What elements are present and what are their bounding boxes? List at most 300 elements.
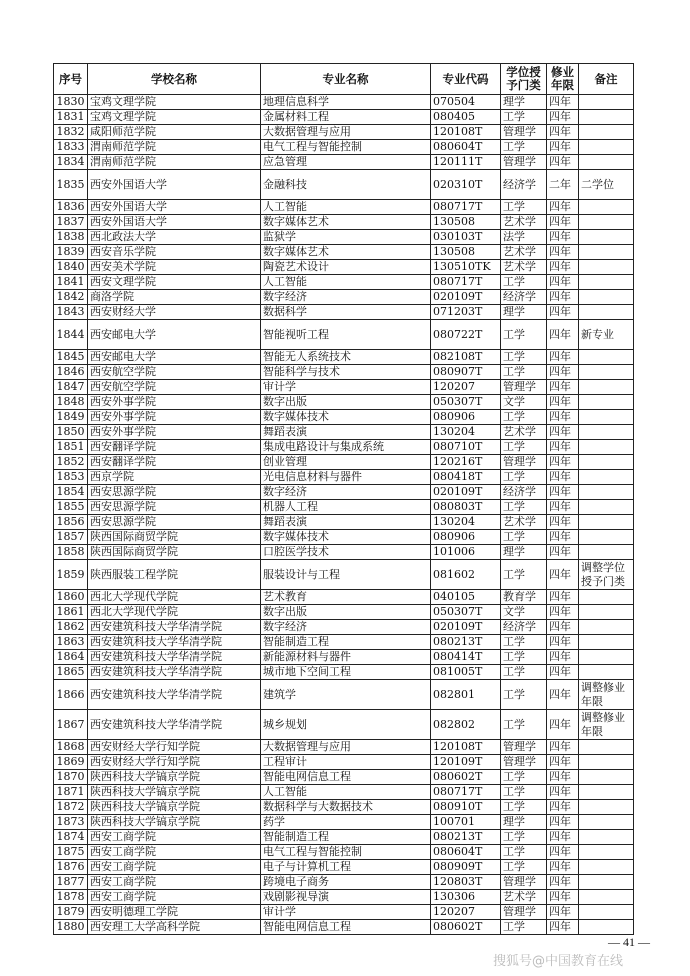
col-degree-category-cell: 理学 [501,95,547,110]
col-index-cell: 1836 [54,200,88,215]
table-row [54,515,634,530]
col-duration-cell: 四年 [547,680,579,710]
col-major-name-cell: 数字出版 [261,605,431,620]
col-index-cell: 1860 [54,590,88,605]
col-major-name-cell: 数据科学 [261,305,431,320]
col-degree-category-cell: 经济学 [501,485,547,500]
col-remarks-cell: 调整修业年限 [579,710,634,740]
col-index-cell: 1878 [54,890,88,905]
col-index-cell: 1849 [54,410,88,425]
col-index-cell: 1879 [54,905,88,920]
table-row [54,920,634,935]
col-duration-cell: 四年 [547,545,579,560]
table-row [54,290,634,305]
col-duration-cell: 四年 [547,590,579,605]
col-remarks-cell [579,785,634,800]
col-index-cell: 1863 [54,635,88,650]
col-degree-category-cell: 理学 [501,305,547,320]
col-remarks-cell [579,515,634,530]
col-degree-category-cell: 教育学 [501,590,547,605]
col-major-code-cell: 080803T [431,500,501,515]
col-school-name-cell: 陕西国际商贸学院 [88,530,261,545]
col-major-name-cell: 数字媒体技术 [261,530,431,545]
col-school-name-cell: 西京学院 [88,470,261,485]
col-major-name-cell: 工程审计 [261,755,431,770]
header-col-school-name: 学校名称 [88,64,261,95]
col-major-code-cell: 020109T [431,290,501,305]
col-degree-category-cell: 工学 [501,320,547,350]
table-row [54,140,634,155]
col-major-name-cell: 审计学 [261,380,431,395]
col-major-name-cell: 数字媒体艺术 [261,245,431,260]
col-school-name-cell: 西安工商学院 [88,860,261,875]
col-index-cell: 1833 [54,140,88,155]
col-major-code-cell: 070504 [431,95,501,110]
col-major-name-cell: 智能电网信息工程 [261,770,431,785]
col-duration-cell: 四年 [547,560,579,590]
table-row [54,275,634,290]
col-duration-cell: 四年 [547,920,579,935]
col-major-name-cell: 集成电路设计与集成系统 [261,440,431,455]
col-index-cell: 1842 [54,290,88,305]
col-duration-cell: 四年 [547,620,579,635]
col-school-name-cell: 西北大学现代学院 [88,590,261,605]
col-remarks-cell [579,275,634,290]
col-duration-cell: 四年 [547,785,579,800]
col-remarks-cell [579,590,634,605]
col-duration-cell: 四年 [547,710,579,740]
col-major-code-cell: 100701 [431,815,501,830]
col-degree-category-cell: 工学 [501,920,547,935]
table-row [54,635,634,650]
col-school-name-cell: 西安美术学院 [88,260,261,275]
col-degree-category-cell: 艺术学 [501,425,547,440]
col-major-code-cell: 080602T [431,770,501,785]
col-remarks-cell [579,290,634,305]
col-duration-cell: 四年 [547,155,579,170]
col-duration-cell: 四年 [547,800,579,815]
col-duration-cell: 四年 [547,200,579,215]
col-major-code-cell: 080604T [431,845,501,860]
col-remarks-cell [579,830,634,845]
col-index-cell: 1845 [54,350,88,365]
col-duration-cell: 四年 [547,770,579,785]
col-degree-category-cell: 工学 [501,530,547,545]
col-major-code-cell: 081602 [431,560,501,590]
col-major-code-cell: 120216T [431,455,501,470]
col-school-name-cell: 西北大学现代学院 [88,605,261,620]
col-school-name-cell: 西安外事学院 [88,395,261,410]
col-degree-category-cell: 工学 [501,785,547,800]
table-row [54,620,634,635]
col-index-cell: 1859 [54,560,88,590]
col-major-name-cell: 数字经济 [261,290,431,305]
table-row [54,785,634,800]
col-index-cell: 1869 [54,755,88,770]
col-major-name-cell: 数字经济 [261,620,431,635]
col-major-name-cell: 新能源材料与器件 [261,650,431,665]
col-school-name-cell: 商洛学院 [88,290,261,305]
col-duration-cell: 四年 [547,305,579,320]
col-school-name-cell: 西安翻译学院 [88,440,261,455]
col-school-name-cell: 西安外国语大学 [88,170,261,200]
header-col-index: 序号 [54,64,88,95]
col-index-cell: 1838 [54,230,88,245]
col-index-cell: 1848 [54,395,88,410]
table-row [54,890,634,905]
col-degree-category-cell: 艺术学 [501,215,547,230]
col-school-name-cell: 西安建筑科技大学华清学院 [88,665,261,680]
col-major-code-cell: 080602T [431,920,501,935]
table-header-row [54,64,634,95]
table-row [54,215,634,230]
col-major-name-cell: 应急管理 [261,155,431,170]
col-index-cell: 1867 [54,710,88,740]
col-major-name-cell: 数字媒体技术 [261,410,431,425]
col-index-cell: 1844 [54,320,88,350]
col-index-cell: 1865 [54,665,88,680]
col-school-name-cell: 宝鸡文理学院 [88,95,261,110]
table-row [54,665,634,680]
col-degree-category-cell: 工学 [501,410,547,425]
col-remarks-cell [579,140,634,155]
col-index-cell: 1875 [54,845,88,860]
col-duration-cell: 四年 [547,245,579,260]
col-remarks-cell [579,800,634,815]
col-major-code-cell: 030103T [431,230,501,245]
page-number: — 41 — [608,935,650,949]
col-major-name-cell: 人工智能 [261,275,431,290]
col-school-name-cell: 西安邮电大学 [88,320,261,350]
col-school-name-cell: 陕西国际商贸学院 [88,545,261,560]
col-major-name-cell: 舞蹈表演 [261,425,431,440]
col-major-code-cell: 120111T [431,155,501,170]
col-degree-category-cell: 工学 [501,440,547,455]
col-major-name-cell: 电子与计算机工程 [261,860,431,875]
col-major-code-cell: 120108T [431,740,501,755]
col-major-name-cell: 跨境电子商务 [261,875,431,890]
watermark: 搜狐号@中国教育在线 [493,954,624,969]
col-remarks-cell [579,890,634,905]
col-index-cell: 1841 [54,275,88,290]
col-major-code-cell: 071203T [431,305,501,320]
table-row [54,485,634,500]
col-remarks-cell [579,470,634,485]
col-remarks-cell [579,665,634,680]
col-major-name-cell: 口腔医学技术 [261,545,431,560]
table-row [54,200,634,215]
table-row [54,770,634,785]
col-major-code-cell: 050307T [431,605,501,620]
col-degree-category-cell: 工学 [501,560,547,590]
col-index-cell: 1870 [54,770,88,785]
col-major-name-cell: 电气工程与智能控制 [261,140,431,155]
col-major-code-cell: 130204 [431,425,501,440]
col-remarks-cell [579,500,634,515]
col-duration-cell: 四年 [547,410,579,425]
table-row [54,830,634,845]
col-index-cell: 1871 [54,785,88,800]
table-row [54,530,634,545]
col-major-name-cell: 智能制造工程 [261,635,431,650]
col-major-code-cell: 120803T [431,875,501,890]
col-major-name-cell: 艺术教育 [261,590,431,605]
col-major-name-cell: 地理信息科学 [261,95,431,110]
col-remarks-cell [579,455,634,470]
col-index-cell: 1840 [54,260,88,275]
table-row [54,590,634,605]
col-degree-category-cell: 管理学 [501,755,547,770]
col-school-name-cell: 西安工商学院 [88,875,261,890]
col-major-name-cell: 数字媒体艺术 [261,215,431,230]
col-major-code-cell: 082108T [431,350,501,365]
col-index-cell: 1864 [54,650,88,665]
col-remarks-cell [579,200,634,215]
col-remarks-cell [579,545,634,560]
col-major-code-cell: 080906 [431,530,501,545]
col-duration-cell: 四年 [547,380,579,395]
col-major-code-cell: 130204 [431,515,501,530]
col-index-cell: 1866 [54,680,88,710]
col-degree-category-cell: 工学 [501,365,547,380]
col-duration-cell: 四年 [547,140,579,155]
table-row [54,260,634,275]
col-duration-cell: 四年 [547,815,579,830]
col-degree-category-cell: 法学 [501,230,547,245]
col-major-code-cell: 082802 [431,710,501,740]
col-index-cell: 1839 [54,245,88,260]
table-row [54,755,634,770]
col-degree-category-cell: 艺术学 [501,890,547,905]
col-school-name-cell: 西安财经大学行知学院 [88,740,261,755]
col-school-name-cell: 西安文理学院 [88,275,261,290]
col-major-code-cell: 020109T [431,620,501,635]
header-col-major-name: 专业名称 [261,64,431,95]
col-school-name-cell: 西安外国语大学 [88,200,261,215]
col-school-name-cell: 西安工商学院 [88,830,261,845]
col-duration-cell: 四年 [547,500,579,515]
col-remarks-cell [579,125,634,140]
col-major-name-cell: 人工智能 [261,200,431,215]
col-degree-category-cell: 工学 [501,665,547,680]
table-row [54,305,634,320]
col-duration-cell: 四年 [547,260,579,275]
col-remarks-cell [579,245,634,260]
col-duration-cell: 四年 [547,905,579,920]
col-index-cell: 1843 [54,305,88,320]
col-duration-cell: 四年 [547,485,579,500]
col-degree-category-cell: 工学 [501,275,547,290]
col-duration-cell: 四年 [547,215,579,230]
col-major-code-cell: 080909T [431,860,501,875]
col-index-cell: 1855 [54,500,88,515]
col-remarks-cell: 调整修业年限 [579,680,634,710]
table-row [54,440,634,455]
col-major-name-cell: 数字出版 [261,395,431,410]
col-index-cell: 1847 [54,380,88,395]
col-major-code-cell: 080213T [431,635,501,650]
col-major-code-cell: 101006 [431,545,501,560]
col-major-name-cell: 人工智能 [261,785,431,800]
table-row [54,800,634,815]
col-duration-cell: 四年 [547,230,579,245]
col-degree-category-cell: 工学 [501,680,547,710]
col-school-name-cell: 渭南师范学院 [88,155,261,170]
header-col-remarks: 备注 [579,64,634,95]
col-index-cell: 1832 [54,125,88,140]
header-col-major-code: 专业代码 [431,64,501,95]
col-index-cell: 1851 [54,440,88,455]
col-degree-category-cell: 管理学 [501,380,547,395]
col-duration-cell: 四年 [547,350,579,365]
col-duration-cell: 四年 [547,530,579,545]
table-row [54,245,634,260]
header-col-duration: 修业年限 [547,64,579,95]
col-duration-cell: 四年 [547,365,579,380]
col-school-name-cell: 陕西服装工程学院 [88,560,261,590]
col-remarks-cell [579,485,634,500]
table-row [54,425,634,440]
col-major-code-cell: 080213T [431,830,501,845]
col-duration-cell: 四年 [547,635,579,650]
col-major-code-cell: 080907T [431,365,501,380]
col-remarks-cell [579,650,634,665]
col-index-cell: 1850 [54,425,88,440]
col-school-name-cell: 西安建筑科技大学华清学院 [88,710,261,740]
col-school-name-cell: 陕西科技大学镐京学院 [88,815,261,830]
col-degree-category-cell: 工学 [501,800,547,815]
col-major-name-cell: 智能电网信息工程 [261,920,431,935]
col-school-name-cell: 西安思源学院 [88,485,261,500]
col-remarks-cell [579,905,634,920]
col-remarks-cell [579,755,634,770]
table-body [54,95,634,935]
col-degree-category-cell: 工学 [501,860,547,875]
col-duration-cell: 四年 [547,95,579,110]
col-school-name-cell: 陕西科技大学镐京学院 [88,800,261,815]
col-degree-category-cell: 管理学 [501,875,547,890]
table-row [54,365,634,380]
table-row [54,230,634,245]
col-remarks-cell [579,620,634,635]
col-major-name-cell: 光电信息材料与器件 [261,470,431,485]
col-major-name-cell: 金融科技 [261,170,431,200]
col-school-name-cell: 西安外事学院 [88,410,261,425]
col-degree-category-cell: 管理学 [501,740,547,755]
col-degree-category-cell: 艺术学 [501,245,547,260]
col-major-name-cell: 戏剧影视导演 [261,890,431,905]
col-school-name-cell: 宝鸡文理学院 [88,110,261,125]
col-major-code-cell: 120207 [431,905,501,920]
col-major-code-cell: 040105 [431,590,501,605]
col-major-name-cell: 数字经济 [261,485,431,500]
col-school-name-cell: 西安财经大学行知学院 [88,755,261,770]
col-major-code-cell: 120207 [431,380,501,395]
col-degree-category-cell: 工学 [501,635,547,650]
col-remarks-cell [579,740,634,755]
col-school-name-cell: 西安外事学院 [88,425,261,440]
col-school-name-cell: 西安航空学院 [88,365,261,380]
col-degree-category-cell: 文学 [501,395,547,410]
col-major-name-cell: 机器人工程 [261,500,431,515]
col-index-cell: 1858 [54,545,88,560]
col-major-code-cell: 082801 [431,680,501,710]
col-remarks-cell [579,395,634,410]
col-school-name-cell: 西安建筑科技大学华清学院 [88,635,261,650]
col-degree-category-cell: 艺术学 [501,515,547,530]
col-major-code-cell: 050307T [431,395,501,410]
col-degree-category-cell: 工学 [501,470,547,485]
col-major-code-cell: 080906 [431,410,501,425]
col-major-name-cell: 智能科学与技术 [261,365,431,380]
col-major-code-cell: 120109T [431,755,501,770]
col-remarks-cell [579,350,634,365]
col-index-cell: 1830 [54,95,88,110]
col-major-code-cell: 080910T [431,800,501,815]
col-remarks-cell [579,845,634,860]
col-duration-cell: 四年 [547,440,579,455]
col-remarks-cell [579,230,634,245]
col-duration-cell: 四年 [547,470,579,485]
col-major-name-cell: 服装设计与工程 [261,560,431,590]
col-school-name-cell: 西安建筑科技大学华清学院 [88,620,261,635]
col-index-cell: 1857 [54,530,88,545]
col-major-name-cell: 建筑学 [261,680,431,710]
col-school-name-cell: 西安翻译学院 [88,455,261,470]
col-degree-category-cell: 经济学 [501,170,547,200]
col-major-name-cell: 监狱学 [261,230,431,245]
table-row [54,875,634,890]
col-school-name-cell: 陕西科技大学镐京学院 [88,770,261,785]
col-school-name-cell: 西安音乐学院 [88,245,261,260]
table-row [54,380,634,395]
col-index-cell: 1837 [54,215,88,230]
col-school-name-cell: 西安航空学院 [88,380,261,395]
table-row [54,95,634,110]
col-degree-category-cell: 理学 [501,545,547,560]
col-major-code-cell: 080414T [431,650,501,665]
col-duration-cell: 四年 [547,605,579,620]
col-remarks-cell [579,605,634,620]
col-degree-category-cell: 管理学 [501,155,547,170]
table-row [54,650,634,665]
col-major-name-cell: 金属材料工程 [261,110,431,125]
col-index-cell: 1853 [54,470,88,485]
table-row [54,455,634,470]
col-degree-category-cell: 工学 [501,140,547,155]
col-school-name-cell: 陕西科技大学镐京学院 [88,785,261,800]
col-index-cell: 1874 [54,830,88,845]
col-remarks-cell: 新专业 [579,320,634,350]
col-duration-cell: 四年 [547,650,579,665]
col-duration-cell: 四年 [547,455,579,470]
table-row [54,470,634,485]
col-remarks-cell [579,365,634,380]
col-degree-category-cell: 管理学 [501,905,547,920]
col-duration-cell: 四年 [547,125,579,140]
col-remarks-cell [579,110,634,125]
table-row [54,500,634,515]
col-remarks-cell [579,95,634,110]
col-major-code-cell: 130508 [431,215,501,230]
col-school-name-cell: 西安思源学院 [88,500,261,515]
col-duration-cell: 四年 [547,830,579,845]
col-duration-cell: 四年 [547,755,579,770]
col-school-name-cell: 咸阳师范学院 [88,125,261,140]
col-index-cell: 1873 [54,815,88,830]
col-major-name-cell: 舞蹈表演 [261,515,431,530]
col-index-cell: 1876 [54,860,88,875]
